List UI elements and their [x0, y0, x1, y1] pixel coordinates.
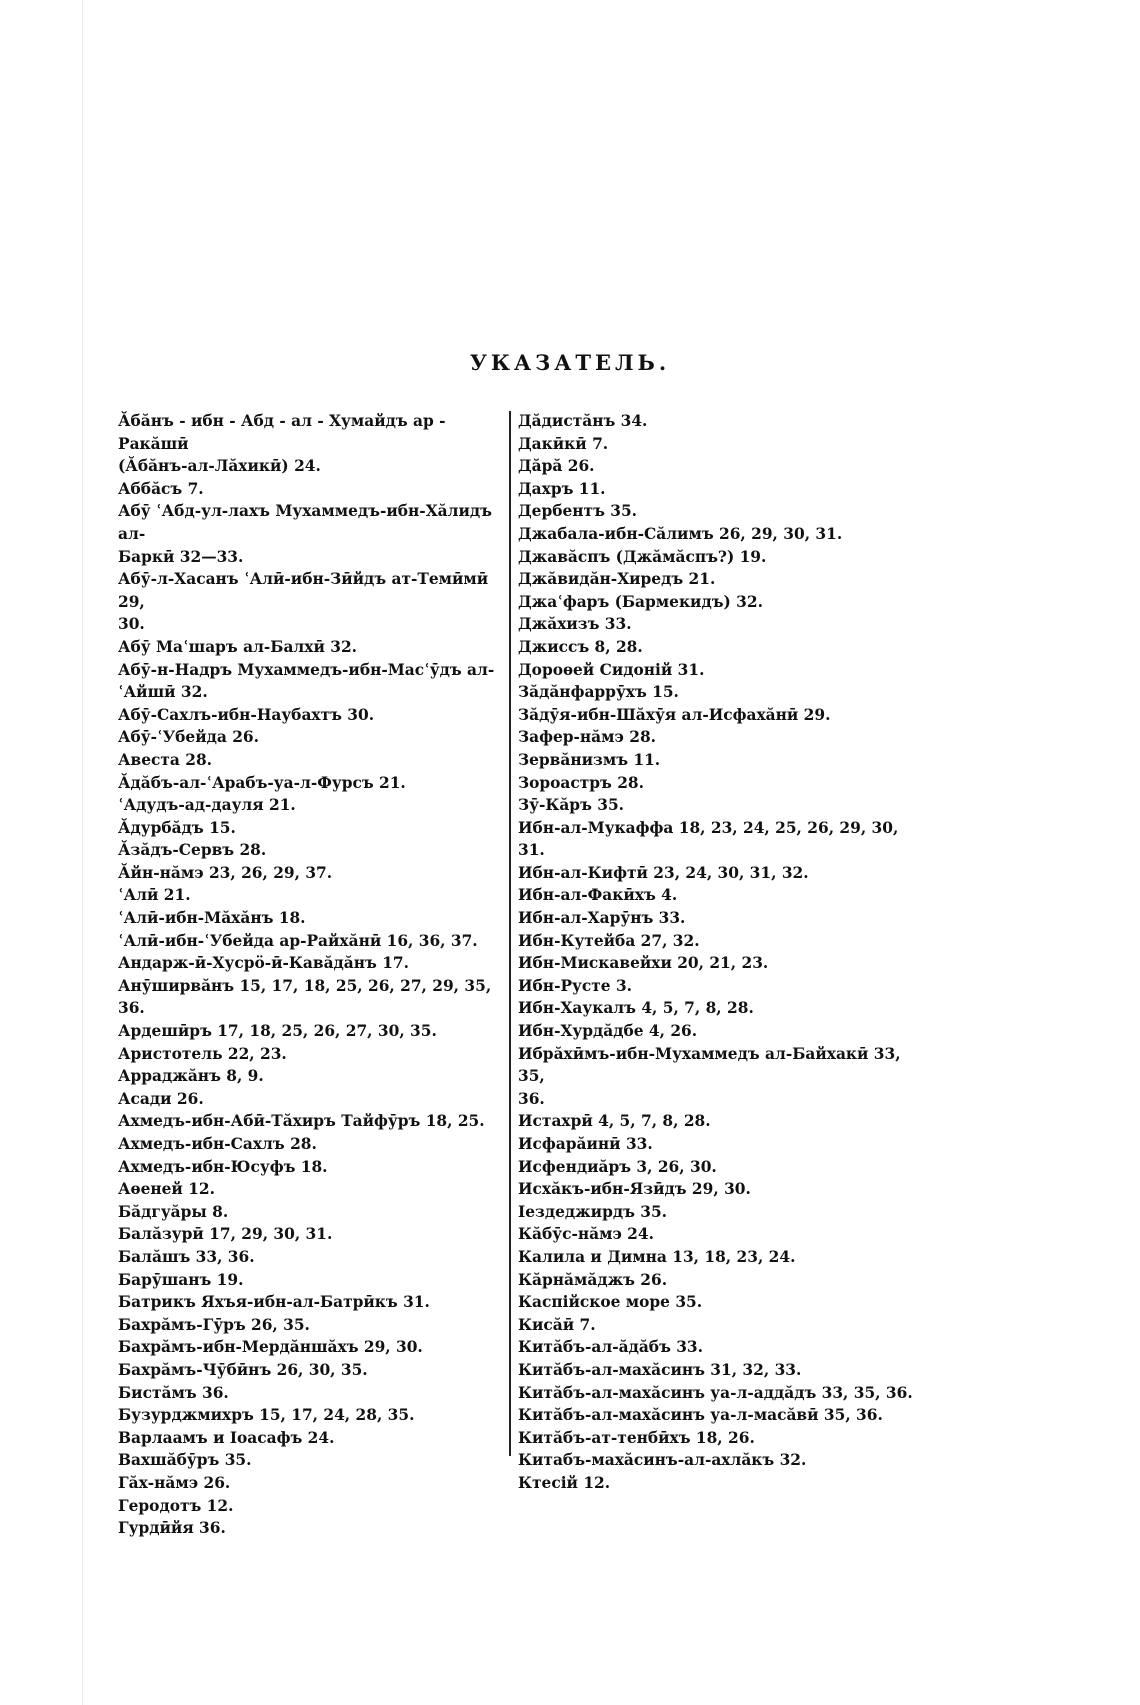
- index-entry: [118, 704, 503, 727]
- index-entry: [518, 952, 918, 975]
- index-entry-text: Ибн-Кутейба 27, 32.: [518, 931, 700, 950]
- index-entry: [118, 500, 503, 568]
- index-entry-text: Китăбъ-ал-махăсинъ уа-л-масăвӣ 35, 36.: [518, 1406, 883, 1425]
- index-entry-text: Ӑдăбъ-ал-ʿАрабъ-уа-л-Фурсъ 21.: [118, 773, 406, 792]
- index-entry-text: Джабала-ибн-Сăлимъ 26, 29, 30, 31.: [518, 524, 843, 543]
- index-entry-text: Аббăсъ 7.: [118, 479, 204, 498]
- index-entry-text: Дакӣкӣ 7.: [518, 434, 609, 453]
- index-entry: [118, 1065, 503, 1088]
- index-entry: [518, 997, 918, 1020]
- index-entry-text: Варлаамъ и Іоасафъ 24.: [118, 1428, 335, 1447]
- index-entry: [118, 839, 503, 862]
- index-entry-text: Балăзурӣ 17, 29, 30, 31.: [118, 1225, 333, 1244]
- index-entry-text: Ардешӣръ 17, 18, 25, 26, 27, 30, 35.: [118, 1022, 437, 1041]
- index-entry-text: Кăбӯс-нăмэ 24.: [518, 1225, 654, 1244]
- index-entry: [118, 636, 503, 659]
- index-entry-text: Ахмедъ-ибн-Сахлъ 28.: [118, 1135, 317, 1153]
- index-entry: [518, 681, 918, 704]
- index-entry-continuation: 36.: [518, 1089, 545, 1108]
- index-entry: [518, 1178, 918, 1201]
- index-entry-text: Дороѳей Сидоній 31.: [518, 660, 705, 679]
- index-entry: [118, 1246, 503, 1269]
- index-entry: [118, 1133, 503, 1156]
- index-entry-text: Аѳеней 12.: [118, 1180, 215, 1199]
- index-entry: [518, 478, 918, 501]
- index-entry-text: ʿАлӣ-ибн-Мăхăнъ 18.: [118, 909, 306, 928]
- index-entry-text: Зăдӯя-ибн-Шăхӯя ал-Исфахăнӣ 29.: [518, 705, 831, 724]
- index-entry: [118, 1269, 503, 1292]
- index-entry-text: Бистăмъ 36.: [118, 1383, 229, 1402]
- index-entry-text: Ибн-ал-Харӯнъ 33.: [518, 909, 686, 928]
- index-entry-text: Вахшăбӯръ 35.: [118, 1451, 252, 1470]
- index-entry: [518, 1133, 918, 1156]
- index-entry: [518, 907, 918, 930]
- index-entry: [118, 1020, 503, 1043]
- index-column-left: [118, 410, 503, 1540]
- index-entry-continuation: ʿАйшӣ 32.: [118, 683, 208, 702]
- index-entry-text: Бахрăмъ-Чӯбӣнъ 26, 30, 35.: [118, 1360, 368, 1379]
- index-entry: [118, 1178, 503, 1201]
- index-entry: [518, 433, 918, 456]
- index-entry: [118, 410, 503, 478]
- index-entry-text: Кисăӣ 7.: [518, 1315, 596, 1334]
- index-entry-text: Аристотель 22, 23.: [118, 1044, 287, 1063]
- index-entry-text: Дăрă 26.: [518, 457, 595, 476]
- index-entry: [518, 1382, 918, 1405]
- index-entry: [518, 930, 918, 953]
- index-entry-text: Гăх-нăмэ 26.: [118, 1473, 231, 1492]
- index-entry-text: Исфарăинӣ 33.: [518, 1135, 653, 1153]
- index-entry-text: ʿАдудъ-ад-дауля 21.: [118, 796, 296, 815]
- index-entry: [518, 975, 918, 998]
- index-entry: [118, 1043, 503, 1066]
- index-entry-text: Калила и Димна 13, 18, 23, 24.: [518, 1247, 796, 1266]
- index-entry: [518, 772, 918, 795]
- index-entry-text: Каспійское море 35.: [518, 1293, 703, 1312]
- index-entry-continuation: (Ӑбӑнъ-ал-Лăхикӣ) 24.: [118, 457, 321, 476]
- index-entry-text: Джавăспъ (Джăмăспъ?) 19.: [518, 547, 767, 566]
- index-entry-text: Джăхизъ 33.: [518, 615, 632, 634]
- index-entry-text: Ӑзăдъ-Сервъ 28.: [118, 841, 267, 860]
- index-entry-text: Дахръ 11.: [518, 479, 606, 498]
- index-entry-text: Балăшъ 33, 36.: [118, 1247, 255, 1266]
- index-entry: [118, 772, 503, 795]
- index-entry-text: Зӯ-Кăръ 35.: [518, 796, 625, 815]
- index-entry: [518, 726, 918, 749]
- index-entry: [518, 1201, 918, 1224]
- index-entry-text: Абӯ-н-Надръ Мухаммедъ-ибн-Масʿӯдъ ал-: [118, 660, 495, 679]
- index-entry: [518, 659, 918, 682]
- index-entry: [118, 1336, 503, 1359]
- index-entry-text: Ахмедъ-ибн-Юсуфъ 18.: [118, 1157, 328, 1176]
- index-entry-text: ʿАлӣ-ибн-ʿУбейда ар-Райхăнӣ 16, 36, 37.: [118, 931, 478, 950]
- index-entry: [518, 1020, 918, 1043]
- index-entry: [118, 1472, 503, 1495]
- index-entry-text: Барӯшанъ 19.: [118, 1270, 244, 1289]
- index-entry-text: Ӑдурбăдъ 15.: [118, 818, 236, 837]
- index-entry: [518, 884, 918, 907]
- index-entry-text: Зороастръ 28.: [518, 773, 644, 792]
- index-entry: [118, 478, 503, 501]
- index-entry: [118, 1314, 503, 1337]
- index-entry: [118, 1495, 503, 1518]
- index-entry-text: Ибн-Русте 3.: [518, 976, 633, 995]
- index-entry: [118, 1382, 503, 1405]
- index-entry: [518, 1223, 918, 1246]
- index-entry-text: Абӯ Маʿшаръ ал-Балхӣ 32.: [118, 637, 358, 656]
- index-entry: [118, 1110, 503, 1133]
- index-entry: [518, 1291, 918, 1314]
- index-entry-continuation: Баркӣ 32—33.: [118, 547, 244, 566]
- index-entry: [118, 1223, 503, 1246]
- index-entry: [518, 1246, 918, 1269]
- index-entry-text: Арраджăнъ 8, 9.: [118, 1067, 264, 1086]
- index-entry-text: Зафер-нăмэ 28.: [518, 728, 657, 747]
- index-entry: [118, 975, 503, 1020]
- index-entry-text: Зервăнизмъ 11.: [518, 750, 661, 769]
- index-entry-text: Исхăкъ-ибн-Язӣдъ 29, 30.: [518, 1180, 751, 1199]
- index-entry-text: Ибн-ал-Факӣхъ 4.: [518, 886, 678, 905]
- index-entry-text: Исфендиăръ 3, 26, 30.: [518, 1157, 717, 1176]
- index-entry: [518, 1314, 918, 1337]
- column-divider: [509, 411, 511, 1456]
- index-entry-text: Ибн-ал-Кифтӣ 23, 24, 30, 31, 32.: [518, 863, 809, 882]
- index-entry-text: Абӯ-ʿУбейда 26.: [118, 728, 260, 747]
- index-entry: [118, 1291, 503, 1314]
- index-entry-text: Абӯ ʿАбд-ул-лахъ Мухаммедъ-ибн-Хăлидъ ал-: [118, 502, 492, 543]
- index-entry: [118, 1427, 503, 1450]
- index-entry: [518, 568, 918, 591]
- index-entry: [118, 726, 503, 749]
- index-entry: [518, 1449, 918, 1472]
- page-gutter-shadow: [82, 0, 83, 1705]
- index-entry: [118, 930, 503, 953]
- index-entry: [518, 1336, 918, 1359]
- index-entry: [518, 1427, 918, 1450]
- index-entry-text: Зăдăнфаррӯхъ 15.: [518, 683, 679, 702]
- page-title: УКАЗАТЕЛЬ.: [469, 350, 671, 375]
- index-entry: [518, 613, 918, 636]
- index-entry: [518, 523, 918, 546]
- index-entry-text: Абӯ-л-Хасанъ ʿАлӣ-ибн-Зӣйдъ ат-Темӣмӣ 29,: [118, 570, 489, 611]
- index-entry-text: Геродотъ 12.: [118, 1496, 234, 1515]
- index-entry: [118, 862, 503, 885]
- index-entry-text: Ибн-Хурдăдбе 4, 26.: [518, 1022, 698, 1041]
- index-entry-text: Андарж-ӣ-Хусрӧ-ӣ-Кавăдăнъ 17.: [118, 954, 409, 973]
- index-entry: [118, 568, 503, 636]
- index-entry-text: Авеста 28.: [118, 750, 213, 769]
- index-entry-text: Ктесій 12.: [518, 1473, 611, 1492]
- index-entry: [118, 749, 503, 772]
- index-entry: [118, 884, 503, 907]
- index-entry: [518, 1269, 918, 1292]
- index-entry: [518, 1156, 918, 1179]
- index-entry: [118, 952, 503, 975]
- index-column-right: [518, 410, 918, 1495]
- index-entry: [118, 1088, 503, 1111]
- index-entry-text: Ибрăхӣмъ-ибн-Мухаммедъ ал-Байхакӣ 33, 35,: [518, 1044, 901, 1086]
- index-entry-text: Батрикъ Яхъя-ибн-ал-Батрӣкъ 31.: [118, 1293, 430, 1312]
- index-entry: [118, 1404, 503, 1427]
- index-entry: [118, 1156, 503, 1179]
- index-entry: [518, 862, 918, 885]
- index-entry: [118, 907, 503, 930]
- index-entry: [118, 1517, 503, 1540]
- index-entry-text: Китăбъ-ал-махăсинъ 31, 32, 33.: [518, 1360, 802, 1379]
- index-entry: [518, 591, 918, 614]
- index-entry: [518, 749, 918, 772]
- index-entry-text: Анӯширвăнъ 15, 17, 18, 25, 26, 27, 29, 35, 36.: [118, 976, 492, 1018]
- index-entry: [518, 1043, 918, 1111]
- index-entry: [118, 817, 503, 840]
- index-entry-text: Ӑбӑнъ - ибн - Абд - ал - Хумайдъ ар - Ракăшӣ: [118, 412, 446, 453]
- index-entry-text: Китăбъ-ат-тенбӣхъ 18, 26.: [518, 1428, 755, 1447]
- index-entry: [518, 817, 918, 862]
- index-entry: [518, 455, 918, 478]
- index-entry-text: Дербентъ 35.: [518, 502, 638, 521]
- index-entry-text: Джаʿфаръ (Бармекидъ) 32.: [518, 592, 763, 611]
- index-entry-text: Бăдгуăры 8.: [118, 1202, 229, 1221]
- index-entry-text: ʿАлӣ 21.: [118, 886, 191, 905]
- index-entry-text: Абӯ-Сахлъ-ибн-Наубахтъ 30.: [118, 705, 375, 724]
- index-entry: [118, 659, 503, 704]
- index-entry: [118, 1449, 503, 1472]
- index-entry: [518, 704, 918, 727]
- index-entry: [118, 1359, 503, 1382]
- index-entry-text: Дăдистăнъ 34.: [518, 412, 648, 430]
- index-entry: [518, 794, 918, 817]
- index-entry: [518, 500, 918, 523]
- index-entry-text: Гурдӣйя 36.: [118, 1519, 226, 1538]
- index-entry: [518, 1110, 918, 1133]
- index-entry-text: Китăбъ-ал-махăсинъ уа-л-аддăдъ 33, 35, 36.: [518, 1383, 913, 1402]
- index-entry: [118, 794, 503, 817]
- index-entry-text: Асади 26.: [118, 1089, 204, 1108]
- index-entry: [118, 1201, 503, 1224]
- index-entry-text: Бахрăмъ-ибн-Мердăншăхъ 29, 30.: [118, 1338, 423, 1357]
- index-entry: [518, 1472, 918, 1495]
- index-entry-text: Китабъ-махăсинъ-ал-ахлăкъ 32.: [518, 1451, 807, 1470]
- index-entry-text: Истахрӣ 4, 5, 7, 8, 28.: [518, 1112, 711, 1131]
- index-entry-text: Ахмедъ-ибн-Абӣ-Тăхиръ Тайфӯръ 18, 25.: [118, 1112, 485, 1131]
- index-entry: [518, 1359, 918, 1382]
- index-entry-text: Бузурджмихръ 15, 17, 24, 28, 35.: [118, 1406, 415, 1425]
- index-entry: [518, 410, 918, 433]
- index-entry-continuation: 30.: [118, 615, 145, 634]
- index-entry-text: Джиссъ 8, 28.: [518, 637, 643, 656]
- index-entry-text: Ибн-ал-Мукаффа 18, 23, 24, 25, 26, 29, 30, 31.: [518, 818, 899, 860]
- index-entry-text: Бахрăмъ-Гӯръ 26, 35.: [118, 1315, 310, 1334]
- index-entry-text: Ибн-Мискавейхи 20, 21, 23.: [518, 954, 769, 973]
- index-entry-text: Джăвидăн-Хиредъ 21.: [518, 570, 716, 589]
- index-entry-text: Кăрнăмăджъ 26.: [518, 1270, 668, 1289]
- index-entry: [518, 546, 918, 569]
- index-entry-text: Ибн-Хаукалъ 4, 5, 7, 8, 28.: [518, 999, 754, 1018]
- index-entry-text: Китăбъ-ал-ăдăбъ 33.: [518, 1338, 704, 1357]
- index-entry-text: Іездеджирдъ 35.: [518, 1202, 668, 1221]
- index-entry-text: Ӑйн-нăмэ 23, 26, 29, 37.: [118, 863, 333, 882]
- index-entry: [518, 1404, 918, 1427]
- index-entry: [518, 636, 918, 659]
